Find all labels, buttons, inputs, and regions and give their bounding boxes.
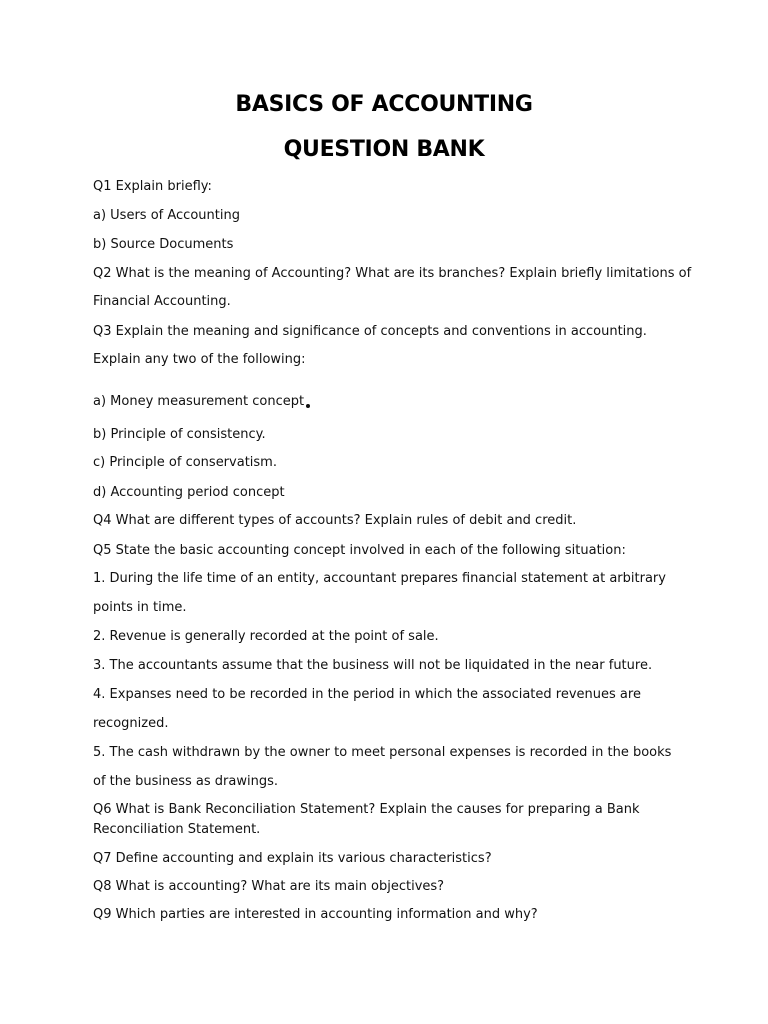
question-line: Q6 What is Bank Reconciliation Statement? Explain the causes for preparing a Bank bbox=[93, 802, 640, 817]
question-line-text: a) Money measurement concept bbox=[93, 394, 305, 409]
question-line: Q7 Define accounting and explain its various characteristics? bbox=[93, 851, 492, 866]
question-line: Reconciliation Statement. bbox=[93, 822, 261, 837]
question-line: 2. Revenue is generally recorded at the point of sale. bbox=[93, 629, 439, 644]
question-line: 5. The cash withdrawn by the owner to meet personal expenses is recorded in the books bbox=[93, 745, 672, 760]
question-line: Q9 Which parties are interested in accounting information and why? bbox=[93, 907, 538, 922]
question-line: 4. Expanses need to be recorded in the period in which the associated revenues are bbox=[93, 687, 641, 702]
question-line: of the business as drawings. bbox=[93, 774, 278, 789]
question-line: b) Source Documents bbox=[93, 237, 234, 252]
question-line: 3. The accountants assume that the business will not be liquidated in the near future. bbox=[93, 658, 653, 673]
question-line: Financial Accounting. bbox=[93, 294, 231, 309]
question-line bbox=[93, 394, 310, 410]
bullet-dot-icon bbox=[306, 404, 310, 408]
question-line: recognized. bbox=[93, 716, 169, 731]
question-line: Explain any two of the following: bbox=[93, 352, 306, 367]
question-line: a) Users of Accounting bbox=[93, 208, 240, 223]
question-line: Q1 Explain briefly: bbox=[93, 179, 212, 194]
question-line: Q8 What is accounting? What are its main objectives? bbox=[93, 879, 445, 894]
question-line: 1. During the life time of an entity, accountant prepares financial statement at arbitrary bbox=[93, 571, 666, 586]
question-line: Q4 What are different types of accounts? Explain rules of debit and credit. bbox=[93, 513, 577, 528]
document-title: BASICS OF ACCOUNTING bbox=[235, 92, 533, 117]
question-line: b) Principle of consistency. bbox=[93, 427, 266, 442]
question-line: Q3 Explain the meaning and significance of concepts and conventions in accounting. bbox=[93, 324, 647, 339]
question-line: c) Principle of conservatism. bbox=[93, 455, 277, 470]
question-line: d) Accounting period concept bbox=[93, 485, 285, 500]
document-subtitle: QUESTION BANK bbox=[283, 137, 485, 162]
question-line: Q2 What is the meaning of Accounting? What are its branches? Explain briefly limitations of bbox=[93, 266, 692, 281]
question-line: Q5 State the basic accounting concept involved in each of the following situation: bbox=[93, 543, 626, 558]
question-line: points in time. bbox=[93, 600, 187, 615]
